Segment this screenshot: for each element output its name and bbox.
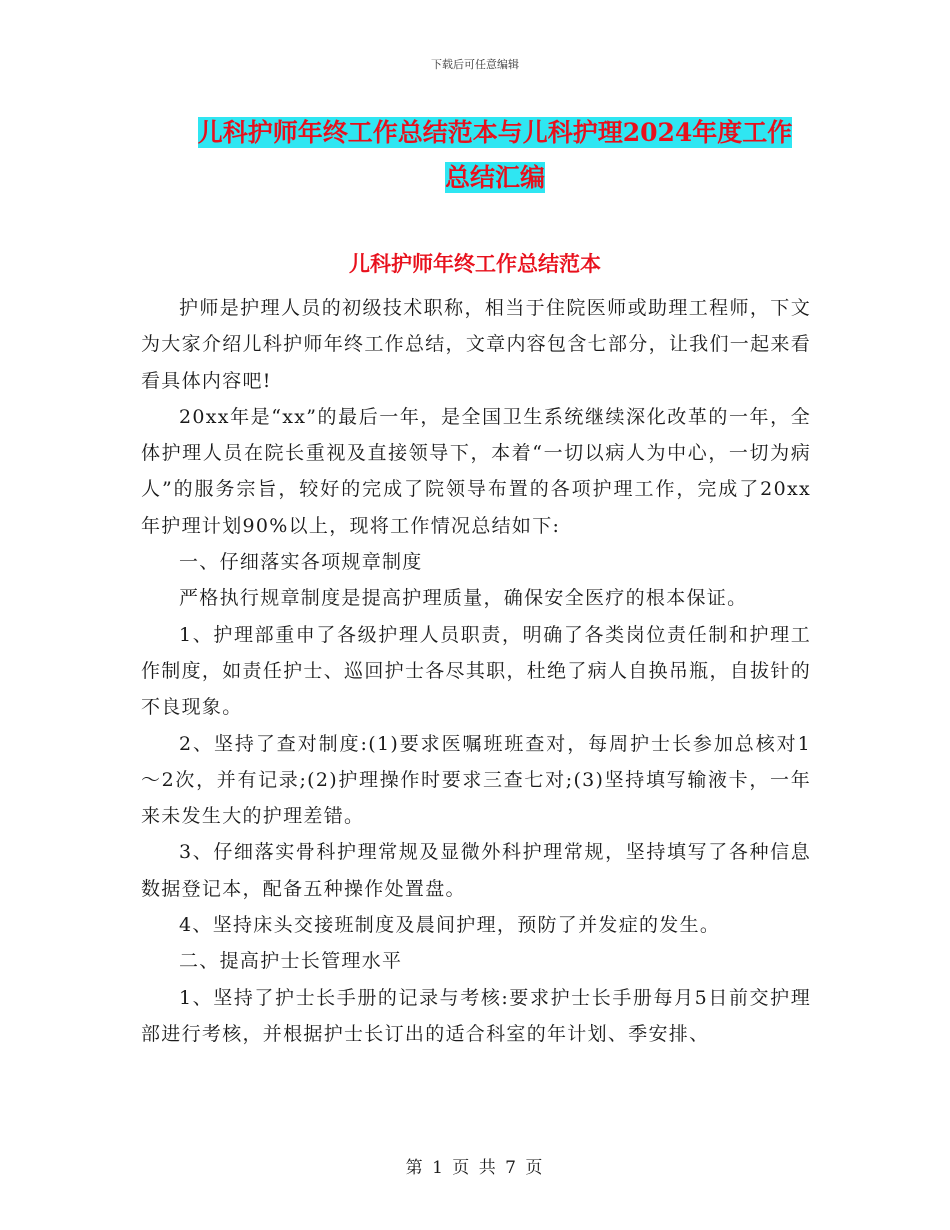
section-heading: 一、仔细落实各项规章制度	[179, 551, 423, 574]
paragraph: 2、坚持了查对制度:(1)要求医嘱班班查对，每周护士长参加总核对1～2次，并有记录;(2)护理操作时要求三查七对;(3)坚持填写输液卡，一年来未发生大的护理差错。	[141, 732, 811, 828]
page-number: 第 1 页 共 7 页	[405, 1158, 545, 1178]
document-title	[140, 110, 850, 200]
section-title: 儿科护师年终工作总结范本	[349, 251, 601, 276]
paragraph: 4、坚持床头交接班制度及晨间护理，预防了并发症的发生。	[179, 914, 721, 937]
paragraph: 护师是护理人员的初级技术职称，相当于住院医师或助理工程师，下文为大家介绍儿科护师年终工作总结，文章内容包含七部分，让我们一起来看看具体内容吧!	[141, 297, 811, 392]
paragraph: 1、护理部重申了各级护理人员职责，明确了各类岗位责任制和护理工作制度，如责任护士、巡回护士各尽其职，杜绝了病人自换吊瓶，自拔针的不良现象。	[141, 623, 811, 719]
document-title-line-1: 儿科护师年终工作总结范本与儿科护理2024年度工作	[197, 118, 793, 147]
page-header: 下载后可任意编辑	[431, 58, 519, 71]
paragraph: 1、坚持了护士长手册的记录与考核:要求护士长手册每月5日前交护理部进行考核，并根据护士长订出的适合科室的年计划、季安排、	[141, 986, 811, 1045]
paragraph: 3、仔细落实骨科护理常规及显微外科护理常规，坚持填写了各种信息数据登记本，配备五种操作处置盘。	[141, 841, 811, 900]
paragraph: 严格执行规章制度是提高护理质量，确保安全医疗的根本保证。	[179, 587, 748, 610]
section-heading: 二、提高护士长管理水平	[179, 950, 403, 973]
paragraph: 20xx年是“xx”的最后一年，是全国卫生系统继续深化改革的一年，全体护理人员在院长重视及直接领导下，本着“一切以病人为中心，一切为病人”的服务宗旨，较好的完成了院领导布置的各项护理工作，完成了20xx年护理计划90%以上，现将工作情况总结如下:	[141, 405, 811, 537]
document-body	[141, 290, 811, 1052]
document-title-line-2: 总结汇编	[444, 163, 545, 192]
